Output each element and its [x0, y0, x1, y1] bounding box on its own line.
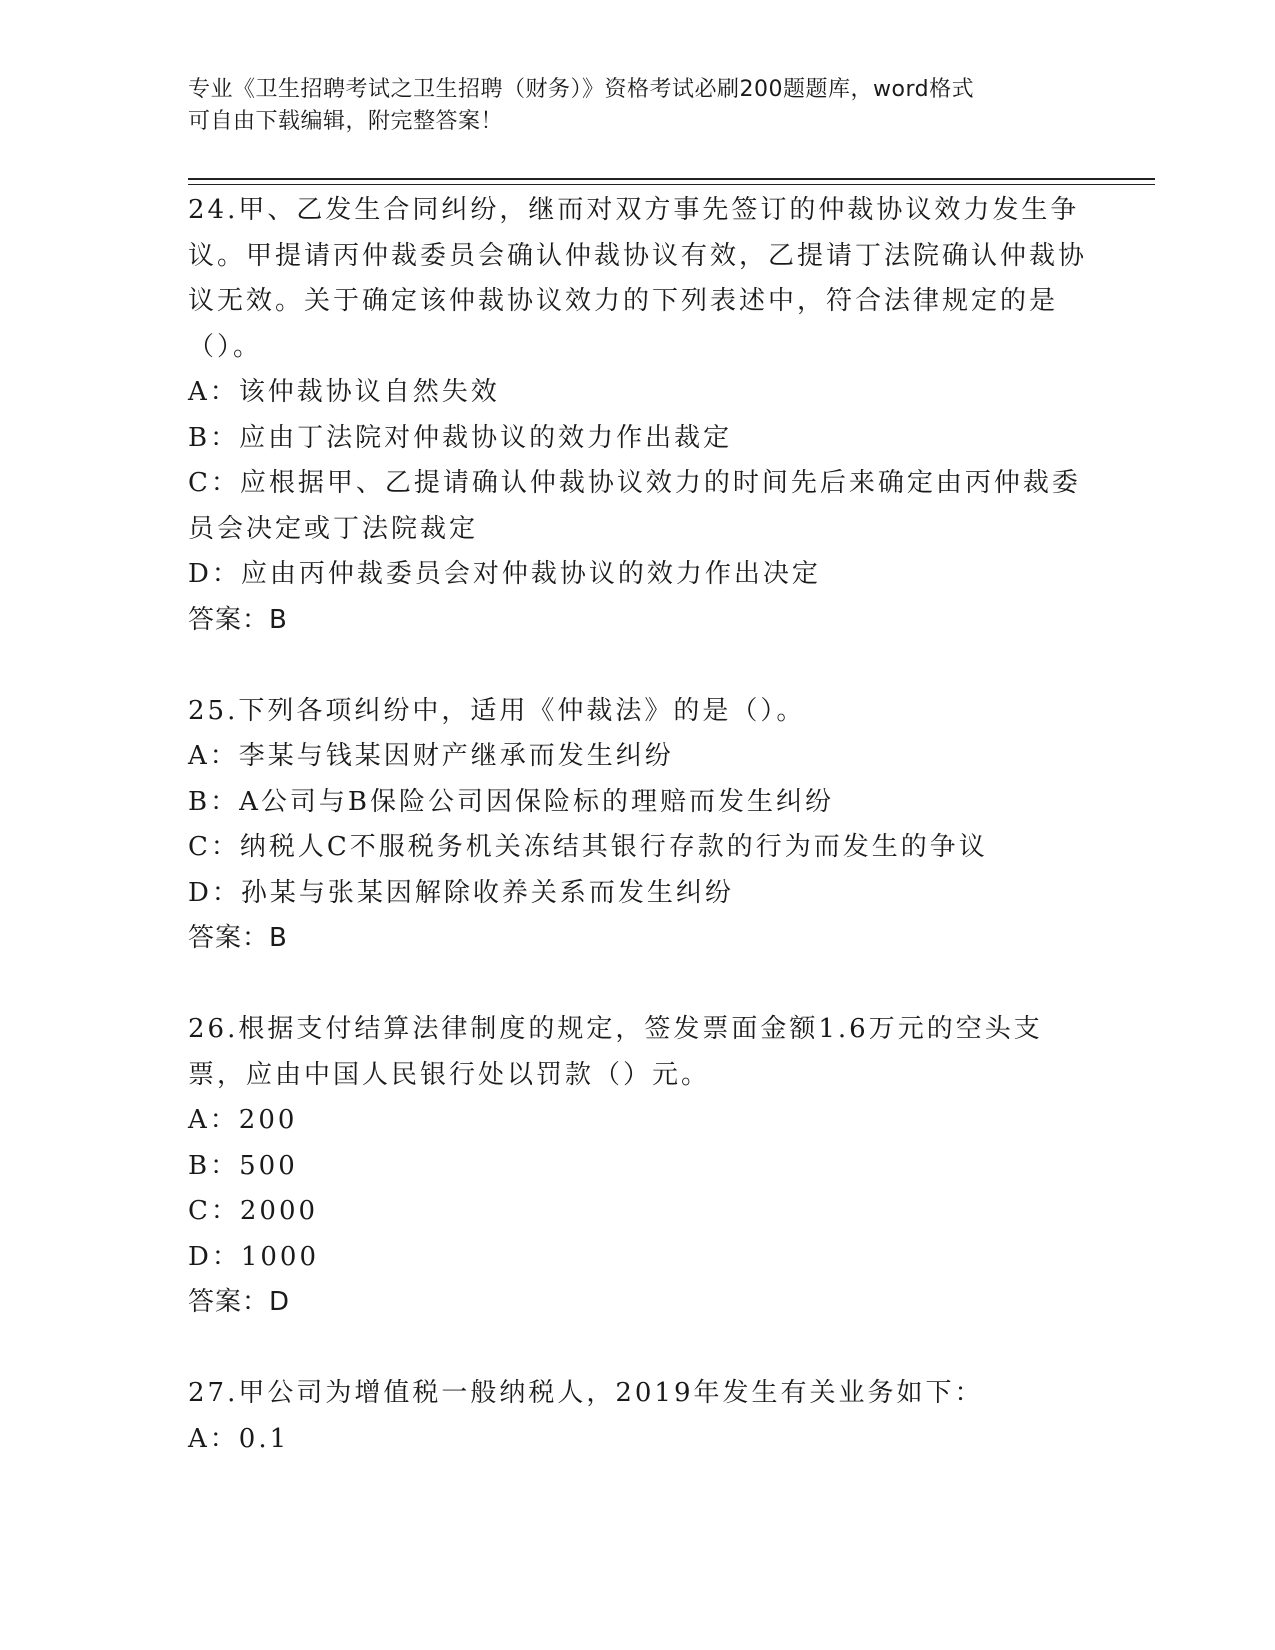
spacer: [188, 1326, 1088, 1372]
header-line-1: 专业《卫生招聘考试之卫生招聘（财务）》资格考试必刷200题题库，word格式: [188, 77, 975, 102]
question-27: [188, 1371, 1088, 1462]
question-stem: 24.甲、乙发生合同纠纷，继而对双方事先签订的仲裁协议效力发生争议。甲提请丙仲裁委员会确认仲裁协议有效，乙提请丁法院确认仲裁协议无效。关于确定该仲裁协议效力的下列表述中，符合法律规定的是（）。: [188, 195, 1088, 362]
option-d: D：应由丙仲裁委员会对仲裁协议的效力作出决定: [188, 559, 821, 589]
question-list: [188, 188, 1088, 1462]
document-header: [188, 74, 1068, 138]
option-a: A：李某与钱某因财产继承而发生纠纷: [188, 741, 674, 771]
option-d: D：1000: [188, 1241, 320, 1272]
question-stem: 26.根据支付结算法律制度的规定，签发票面金额1.6万元的空头支票，应由中国人民银行处以罚款（）元。: [188, 1014, 1043, 1090]
header-line-2: 可自由下载编辑，附完整答案！: [188, 109, 504, 134]
spacer: [188, 643, 1088, 689]
option-a: A：200: [188, 1105, 298, 1135]
question-stem: 25.下列各项纠纷中，适用《仲裁法》的是（）。: [188, 695, 806, 726]
header-divider-thin: [188, 184, 1155, 185]
answer: 答案：B: [188, 604, 288, 635]
question-25: [188, 689, 1088, 962]
question-24: [188, 188, 1088, 643]
answer: 答案：B: [188, 923, 288, 953]
header-divider-thick: [188, 178, 1155, 180]
option-a: A：0.1: [188, 1423, 290, 1454]
option-b: B：应由丁法院对仲裁协议的效力作出裁定: [188, 422, 733, 453]
option-c: C：纳税人C不服税务机关冻结其银行存款的行为而发生的争议: [188, 832, 988, 862]
spacer: [188, 962, 1088, 1008]
option-d: D：孙某与张某因解除收养关系而发生纠纷: [188, 877, 734, 908]
option-b: B：A公司与B保险公司因保险标的理赔而发生纠纷: [188, 786, 834, 817]
option-c: C：2000: [188, 1196, 319, 1226]
question-stem: 27.甲公司为增值税一般纳税人，2019年发生有关业务如下：: [188, 1378, 984, 1408]
option-b: B：500: [188, 1150, 298, 1181]
option-c: C：应根据甲、乙提请确认仲裁协议效力的时间先后来确定由丙仲裁委员会决定或丁法院裁定: [188, 468, 1081, 544]
answer: 答案：D: [188, 1287, 291, 1317]
question-26: [188, 1007, 1088, 1326]
option-a: A：该仲裁协议自然失效: [188, 377, 500, 407]
